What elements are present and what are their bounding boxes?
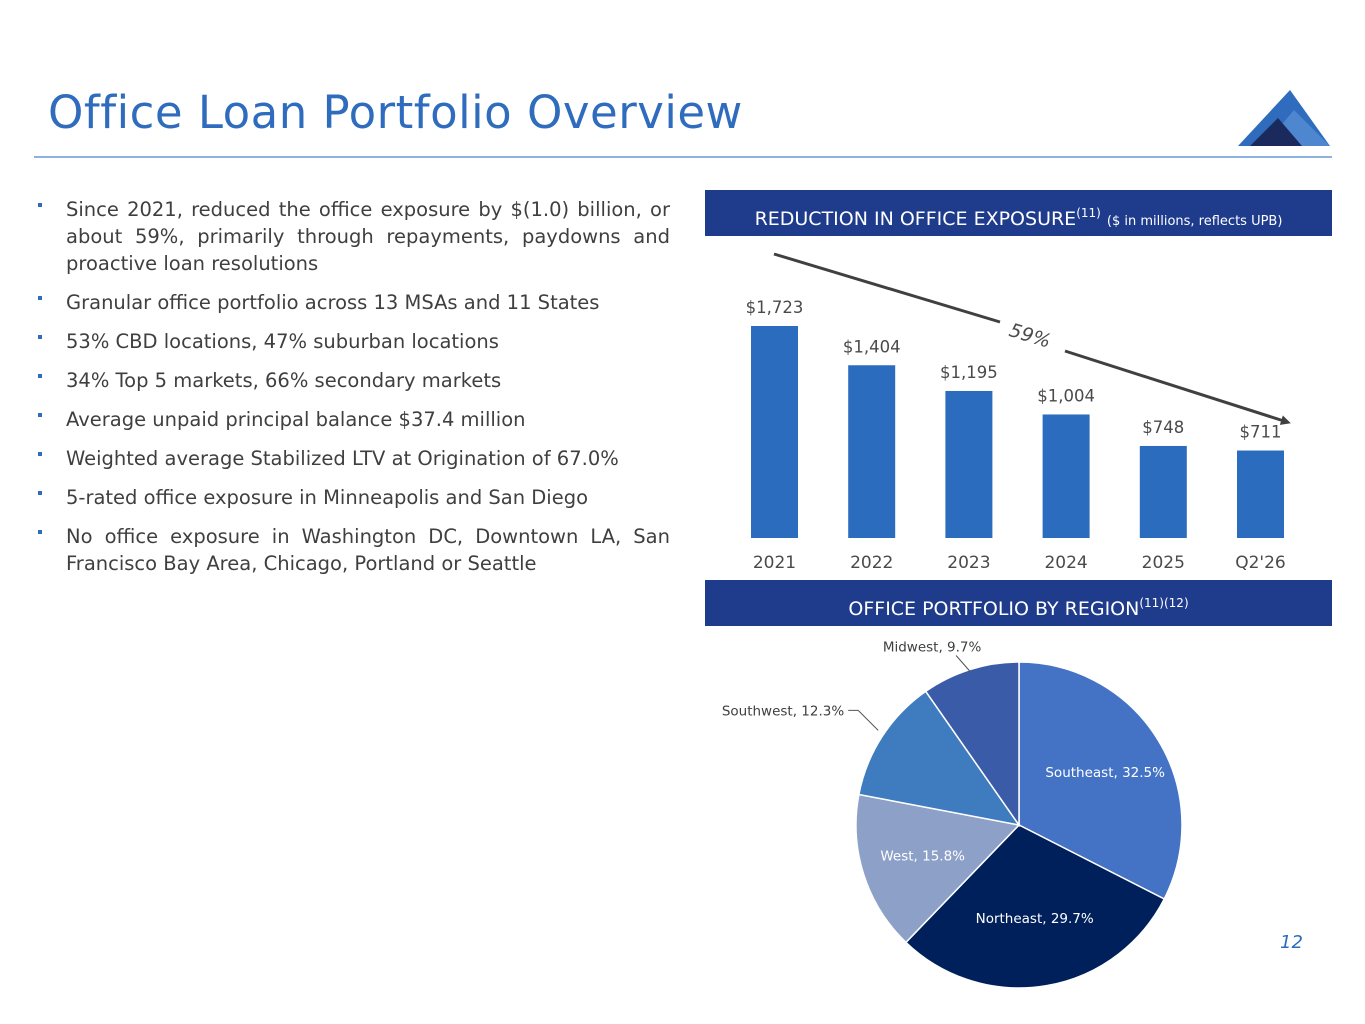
bullet-square-icon	[38, 203, 42, 207]
bullet-item: Average unpaid principal balance $37.4 million	[38, 406, 670, 433]
bullet-item: Granular office portfolio across 13 MSAs and 11 States	[38, 289, 670, 316]
region-pie-chart	[705, 626, 1332, 996]
pie-slice-label: Northeast, 29.7%	[975, 911, 1094, 928]
exposure-footnote: (11)	[1076, 206, 1101, 220]
x-tick-label: 2023	[947, 553, 991, 573]
bullet-square-icon	[38, 335, 42, 339]
mountain-logo-icon	[1236, 88, 1332, 148]
x-tick-label: 2021	[752, 553, 797, 573]
bullet-item: 34% Top 5 markets, 66% secondary markets	[38, 367, 670, 394]
exposure-bar-chart	[705, 240, 1332, 580]
trend-arrow-icon	[1065, 351, 1287, 422]
page-number: 12	[1280, 932, 1303, 953]
x-tick-label: 2024	[1044, 553, 1088, 573]
key-points-list	[38, 196, 670, 589]
bullet-square-icon	[38, 296, 42, 300]
x-tick-label: 2022	[850, 553, 894, 573]
bullet-square-icon	[38, 374, 42, 378]
pie-slice-label: Midwest, 9.7%	[882, 639, 982, 656]
region-panel-header	[705, 580, 1332, 626]
bar-4	[1140, 446, 1187, 538]
x-tick-label: Q2'26	[1235, 553, 1286, 573]
reduction-annotation: 59%	[1006, 319, 1054, 353]
exposure-panel-title: REDUCTION IN OFFICE EXPOSURE	[754, 208, 1077, 230]
bar-value-label: $1,004	[1037, 386, 1095, 406]
bullet-item: Since 2021, reduced the office exposure by $(1.0) billion, or about 59%, primarily through repayments, paydowns and proactive loan resolutions	[38, 196, 670, 277]
bar-value-label: $748	[1142, 417, 1185, 437]
bar-value-label: $1,404	[842, 337, 901, 357]
bullet-square-icon	[38, 452, 42, 456]
region-panel-title: OFFICE PORTFOLIO BY REGION	[848, 598, 1140, 620]
exposure-panel-subtitle: ($ in millions, reflects UPB)	[1106, 214, 1283, 229]
exposure-panel-header	[705, 190, 1332, 236]
bar-5	[1237, 451, 1284, 538]
bar-value-label: $711	[1239, 422, 1282, 442]
pie-slice-label: Southwest, 12.3%	[721, 703, 845, 720]
bullet-item: Weighted average Stabilized LTV at Origination of 67.0%	[38, 445, 670, 472]
title-divider	[34, 156, 1332, 158]
bullet-item: 5-rated office exposure in Minneapolis and San Diego	[38, 484, 670, 511]
leader-line	[848, 710, 878, 730]
bullet-item: 53% CBD locations, 47% suburban locations	[38, 328, 670, 355]
bullet-square-icon	[38, 530, 42, 534]
pie-slice-label: West, 15.8%	[880, 848, 966, 865]
bar-1	[848, 365, 895, 538]
bullet-item: No office exposure in Washington DC, Downtown LA, San Francisco Bay Area, Chicago, Portland or Seattle	[38, 523, 670, 577]
trend-arrow-segment	[774, 254, 1000, 322]
region-footnote: (11)(12)	[1139, 596, 1189, 610]
bar-value-label: $1,723	[745, 298, 804, 317]
bar-0	[751, 326, 798, 538]
bar-value-label: $1,195	[940, 362, 998, 382]
x-tick-label: 2025	[1141, 553, 1185, 573]
leader-line	[956, 656, 970, 672]
bar-2	[945, 391, 992, 538]
bar-3	[1043, 414, 1090, 538]
bullet-square-icon	[38, 413, 42, 417]
bullet-square-icon	[38, 491, 42, 495]
pie-slice-label: Southeast, 32.5%	[1045, 765, 1165, 782]
page-title: Office Loan Portfolio Overview	[48, 86, 743, 139]
